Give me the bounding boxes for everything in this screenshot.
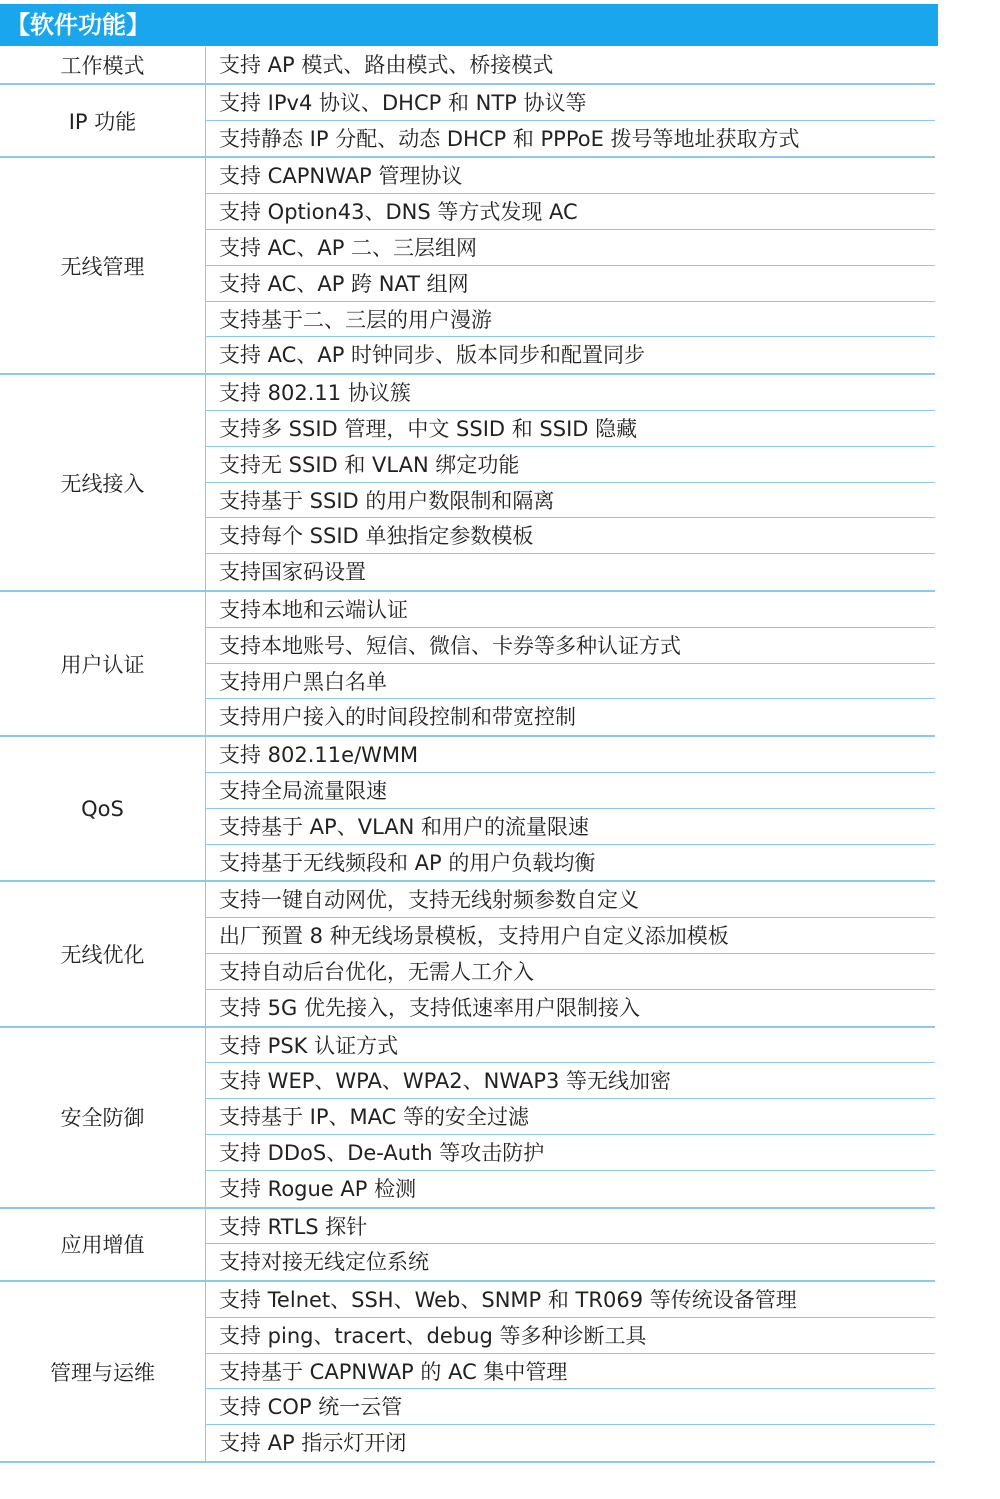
feature-list <box>206 1028 935 1207</box>
category-label: 用户认证 <box>0 592 206 735</box>
feature-item: 支持 802.11e/WMM <box>206 737 935 773</box>
feature-item: 支持无 SSID 和 VLAN 绑定功能 <box>206 447 935 483</box>
feature-item: 支持基于 IP、MAC 等的安全过滤 <box>206 1099 935 1135</box>
feature-item: 支持 Telnet、SSH、Web、SNMP 和 TR069 等传统设备管理 <box>206 1282 935 1318</box>
feature-list <box>206 85 935 157</box>
category-label: 无线管理 <box>0 158 206 373</box>
feature-item: 支持 PSK 认证方式 <box>206 1028 935 1064</box>
feature-item: 支持 WEP、WPA、WPA2、NWAP3 等无线加密 <box>206 1063 935 1099</box>
category-label: 应用增值 <box>0 1209 206 1281</box>
feature-item: 支持 AP 模式、路由模式、桥接模式 <box>219 53 554 77</box>
feature-item: 支持 ping、tracert、debug 等多种诊断工具 <box>206 1318 935 1354</box>
feature-group <box>0 737 935 882</box>
feature-item: 支持基于二、三层的用户漫游 <box>206 302 935 338</box>
feature-list <box>206 592 935 735</box>
feature-table <box>0 47 935 1463</box>
category-label: 工作模式 <box>0 47 206 83</box>
feature-list <box>206 158 935 373</box>
category-label: 无线接入 <box>0 375 206 590</box>
category-label: IP 功能 <box>0 85 206 157</box>
section-header: 【软件功能】 <box>0 4 938 46</box>
feature-group <box>0 1282 935 1463</box>
feature-item: 支持 Option43、DNS 等方式发现 AC <box>206 194 935 230</box>
feature-item: 支持全局流量限速 <box>206 773 935 809</box>
feature-group <box>0 375 935 592</box>
feature-item: 支持 Rogue AP 检测 <box>219 1176 417 1201</box>
feature-item: 支持 RTLS 探针 <box>206 1209 935 1245</box>
feature-group <box>0 1028 935 1209</box>
feature-item: 支持 AC、AP 二、三层组网 <box>206 230 935 266</box>
feature-item: 出厂预置 8 种无线场景模板，支持用户自定义添加模板 <box>206 918 935 954</box>
category-label: 安全防御 <box>0 1028 206 1207</box>
category-label: 无线优化 <box>0 882 206 1025</box>
feature-item: 支持基于 CAPNWAP 的 AC 集中管理 <box>206 1354 935 1390</box>
category-label: QoS <box>0 737 206 880</box>
feature-item: 支持每个 SSID 单独指定参数模板 <box>206 518 935 554</box>
feature-item: 支持 AC、AP 跨 NAT 组网 <box>206 266 935 302</box>
feature-group <box>0 85 935 159</box>
feature-group <box>0 592 935 737</box>
feature-item: 支持静态 IP 分配、动态 DHCP 和 PPPoE 拨号等地址获取方式 <box>219 126 800 151</box>
feature-item: 支持 802.11 协议簇 <box>206 375 935 411</box>
feature-list <box>206 882 935 1025</box>
feature-list <box>206 1209 935 1281</box>
feature-list <box>206 375 935 590</box>
feature-group <box>0 882 935 1027</box>
feature-item: 支持一键自动网优，支持无线射频参数自定义 <box>206 882 935 918</box>
feature-item: 支持基于无线频段和 AP 的用户负载均衡 <box>219 850 596 875</box>
feature-item: 支持 5G 优先接入，支持低速率用户限制接入 <box>219 995 640 1020</box>
feature-item: 支持自动后台优化，无需人工介入 <box>206 954 935 990</box>
feature-group <box>0 158 935 375</box>
feature-item: 支持用户黑白名单 <box>206 664 935 700</box>
feature-item: 支持 IPv4 协议、DHCP 和 NTP 协议等 <box>206 85 935 121</box>
feature-item: 支持 COP 统一云管 <box>206 1389 935 1425</box>
feature-group <box>0 47 935 85</box>
feature-item: 支持本地和云端认证 <box>206 592 935 628</box>
feature-item: 支持多 SSID 管理，中文 SSID 和 SSID 隐藏 <box>206 411 935 447</box>
feature-item: 支持基于 SSID 的用户数限制和隔离 <box>206 483 935 519</box>
feature-list <box>206 47 935 83</box>
feature-list <box>206 1282 935 1461</box>
feature-item: 支持国家码设置 <box>219 560 366 585</box>
feature-group <box>0 1209 935 1283</box>
feature-item: 支持 AP 指示灯开闭 <box>219 1431 407 1456</box>
category-label: 管理与运维 <box>0 1282 206 1461</box>
feature-item: 支持 DDoS、De-Auth 等攻击防护 <box>206 1135 935 1171</box>
feature-item: 支持基于 AP、VLAN 和用户的流量限速 <box>206 809 935 845</box>
feature-item: 支持本地账号、短信、微信、卡券等多种认证方式 <box>206 628 935 664</box>
feature-item: 支持 AC、AP 时钟同步、版本同步和配置同步 <box>219 343 646 368</box>
feature-item: 支持 CAPNWAP 管理协议 <box>206 158 935 194</box>
feature-item: 支持用户接入的时间段控制和带宽控制 <box>219 705 576 730</box>
feature-list <box>206 737 935 880</box>
feature-item: 支持对接无线定位系统 <box>219 1250 429 1275</box>
